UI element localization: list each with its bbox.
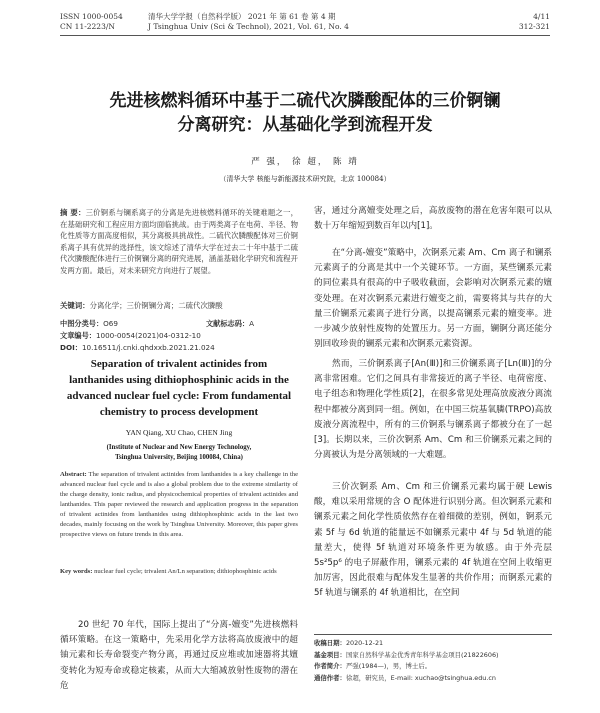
body-right-p1: 害，通过分离嬗变处理之后，高放废物的潜在危害年限可以从数十万年缩短到数百年以内[1]。 xyxy=(314,206,552,232)
received-label: 收稿日期： xyxy=(314,639,346,647)
keywords-cn-label: 关键词： xyxy=(60,301,90,310)
title-cn-line2: 分离研究：从基础化学到流程开发 xyxy=(177,115,433,135)
doi-label: DOI： xyxy=(60,343,82,352)
doc-label: 文献标志码： xyxy=(205,319,250,328)
affiliation-en-2: Tsinghua University, Beijing 100084, China) xyxy=(115,454,243,461)
author-text: 严强(1984—)，男，博士后。 xyxy=(345,662,432,670)
header-rule xyxy=(60,35,550,36)
clc-label: 中图分类号： xyxy=(60,319,104,328)
journal-cn: 清华大学学报（自然科学版） 2021 年 第 61 卷 第 4 期 xyxy=(148,12,336,21)
fund-text: 国家自然科学基金优秀青年科学基金项目(21822606) xyxy=(345,650,499,659)
author-label: 作者简介： xyxy=(314,662,346,670)
pages-top: 4/11 xyxy=(533,12,550,21)
doi-value[interactable]: 10.16511/j.cnki.qhdxxb.2021.21.024 xyxy=(81,343,215,352)
article-label: 文章编号： xyxy=(60,331,96,340)
fund-label: 基金项目： xyxy=(314,650,346,659)
pages-range: 312-321 xyxy=(518,22,550,31)
doc-value: A xyxy=(249,319,255,328)
abstract-cn-label: 摘 要： xyxy=(60,208,86,217)
title-cn-line1: 先进核燃料循环中基于二硫代次膦酸配体的三价锕镧 xyxy=(109,91,501,111)
affiliation-cn: （清华大学 核能与新能源技术研究院，北京 100084） xyxy=(219,175,391,183)
body-right-p4: 三价次锕系 Am、Cm 和三价镧系元素均属于硬 Lewis 酸，难以采用常规的含 O 配体进行识别分离。但次锕系元素和镧系元素之间化学性质依然存在着细微的差别，例如，锕系元素 5f 与 6d 轨道的能量远不如镧系元素中 4f 与 5d 轨道的能量差大，使得 5f 轨道对环境条件更为敏感。由于外壳层 5s²5p⁶ 的电子屏蔽作用，镧系元素的 4f 轨道在空间上收缩更加厉害，因此很难与配体发生显著的共价作用；而锕系元素的 5f 轨道与镧系的 4f 轨道相比，在空间 xyxy=(314,482,552,599)
footnote-rule xyxy=(314,634,552,635)
corr-text[interactable]: 徐超，研究员，E-mail: xuchao@tsinghua.edu.cn xyxy=(345,673,496,682)
footnotes xyxy=(314,638,552,684)
abstract-en-label: Abstract: xyxy=(60,471,87,478)
keywords-en xyxy=(60,567,298,577)
corr-label: 通信作者： xyxy=(314,673,346,682)
body-right-p3: 然而，三价锕系离子[An(Ⅲ)]和三价镧系离子[Ln(Ⅲ)]的分离非常困难。它们之间具有非常接近的离子半径、电荷密度、电子组态和物理化学性质[2]，在很多常见处理高放废液分离流程中都被分离到同一组。例如，在中国三烷基氧膦(TRPO)高放废液分离流程中，所有的三价锕系与镧系离子都被分在了一起[3]。长期以来，三价次锕系 Am、Cm 和三价镧系元素之间的分离被认为是分离领域的一大难题。 xyxy=(314,359,552,461)
abstract-cn-text: 三价锕系与镧系离子的分离是先进核燃料循环的关键难题之一，在基础研究和工程应用方面均面临挑战。由于两类离子在电荷、半径、物化性质等方面高度相似，其分离极具挑战性。二硫代次膦酸配体对三价锕系离子具有优异的选择性，该文综述了清华大学在过去二十年中基于二硫代次膦酸配体进行三价锕镧分离的研究进展，涵盖基础化学研究和流程开发两方面。最后，对未来研究方向进行了展望。 xyxy=(60,208,298,275)
title-en: Separation of trivalent actinides from lanthanides using dithiophosphinic acids in the advanced nuclear fuel cycle: From fundamental chemistry to process development xyxy=(66,358,292,418)
authors-en: YAN Qiang, XU Chao, CHEN Jing xyxy=(125,428,233,437)
body-left-paragraph: 20 世纪 70 年代，国际上提出了“分离-嬗变”先进核燃料循环策略。在这一策略中，先采用化学方法将高放废液中的超铀元素和长寿命裂变产物分离，再通过反应堆或加速器将其嬗变转化为短寿命或稳定核素，从而大大缩减放射性废物的潜在危 xyxy=(60,620,298,691)
abstract-en xyxy=(60,470,298,540)
issn: ISSN 1000-0054 xyxy=(60,12,123,21)
affiliation-en-1: (Institute of Nuclear and New Energy Technology, xyxy=(106,444,252,451)
abstract-en-text: The separation of trivalent actinides from lanthanides is a key challenge in the advanced nuclear fuel cycle and is also a global problem due to the extreme similarity of the charge density, ionic radius, and physicochemical properties of trivalent actinides and lanthanides. This paper reviewed the research and application progress in the separation of trivalent actinides from lanthanides using dithiophosphinic acids in the last two decades, mainly focusing on the work by Tsinghua University. Moreover, this paper gives prospective views on future trends in this area. xyxy=(60,471,298,538)
cn-number: CN 11-2223/N xyxy=(60,22,115,31)
keywords-cn-text: 分离化学；三价锕镧分离；二硫代次膦酸 xyxy=(89,301,223,310)
meta-cn xyxy=(60,318,298,354)
authors-cn: 严 强， 徐 超， 陈 靖 xyxy=(251,157,359,167)
keywords-en-text: nuclear fuel cycle; trivalent An/Ln separation; dithiophosphinic acids xyxy=(94,568,277,575)
abstract-cn xyxy=(60,207,298,277)
keywords-cn xyxy=(60,300,298,311)
keywords-en-label: Key words: xyxy=(60,568,93,575)
article-value: 1000-0054(2021)04-0312-10 xyxy=(95,331,201,340)
body-right-p2: 在“分离-嬗变”策略中，次锕系元素 Am、Cm 离子和镧系元素离子的分离是其中一个关键环节。一方面，某些镧系元素的同位素具有很高的中子吸收截面，会影响对次锕系元素的嬗变处理。在对次锕系元素进行嬗变之前，需要将其与共存的大量三价镧系元素离子进行分离，以提高镧系元素的嬗变率。进一步减少放射性废物的处置压力。另一方面，镧锕分离还能分别回收珍贵的镧系元素和次锕系元素资源。 xyxy=(314,248,552,350)
clc-value: O69 xyxy=(103,319,118,328)
received-date: 2020-12-21 xyxy=(345,639,384,647)
journal-en: J Tsinghua Univ (Sci & Technol), 2021, Vol. 61, No. 4 xyxy=(148,22,349,31)
